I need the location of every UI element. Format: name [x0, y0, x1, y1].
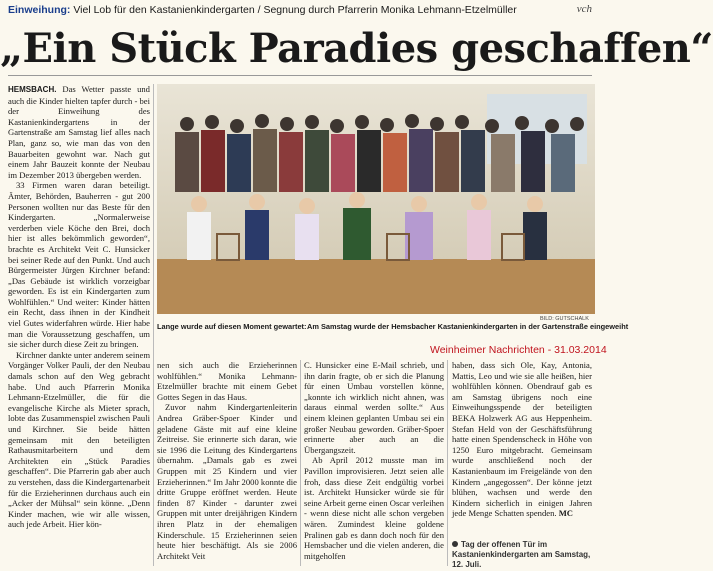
col2-paragraph-2: Zuvor nahm Kindergartenleiterin Andrea Gräber-Spoer Kinder und geladene Gäste mit auf eine kleine Zeitreise. Sie erinnerte sich daran, wie sie 1996 die Leitung des Kindergartens übernahm. „Damals gab es zwei Gruppen mit 25 Kindern und vier Erzieherinnen.“ Im Jahr 2000 konnte die dritte Gruppe eröffnet werden. Heute finden 87 Kinder - darunter zwei Gruppen mit unter dreijährigen Kindern ihren Platz in der ehemaligen Kinderschule. 15 Erzieherinnen seien heute hier beschäftigt. Als sie 2006 Architekt Veit	[157, 402, 297, 561]
col1-paragraph-1: Das Wetter passte und auch die Kinder hielten tapfer durch - bei der Einweihung des Kastanienkindergartens in der Gartenstraße am Samstag lief alles nach Plan, ganz so, wie man das von den Bauarbeiten gewohnt war. Nach gut einem Jahr Bauzeit konnte der Neubau im Dezember 2013 übergeben werden.	[8, 84, 150, 180]
caption-right: Am Samstag wurde der Hemsbacher Kastanienkindergarten in der Gartenstraße eingeweiht	[307, 322, 629, 331]
article-photo	[157, 84, 595, 314]
kicker-line	[8, 4, 517, 16]
handwritten-note: vch	[576, 3, 592, 15]
col3-paragraph-1: C. Hunsicker eine E-Mail schrieb, und ihn darin fragte, ob er sich die Planung für einen Umbau vorstellen könne, „konnte ich wirklich nicht ahnen, was daraus einmal werden sollte.“ Aus einem kleinen geplanten Umbau sei ein großer Neubau geworden. Gräber-Spoer erinnerte aber auch an die Übergangszeit.	[304, 360, 444, 455]
column-divider	[153, 84, 154, 566]
article-column-4	[452, 360, 592, 536]
article-column-1	[8, 84, 150, 566]
kicker-category: Einweihung:	[8, 4, 71, 16]
col1-paragraph-3: Kirchner dankte unter anderem seinem Vorgänger Volker Pauli, der den Neubau damals schon auf den Weg gebracht habe. Und auch Pfarrerin Monika Lehmann-Etzelmüller, die für die evangelische Kirche als Mieter sprach, lobte das Zusammenspiel zwischen Pauli und Kirchner. Sie beide hätten gemeinsam mit den beteiligten Rathausmitarbeitern und dem Architekten ein „Stück Paradies geschaffen“. Die Pfarrerin gab aber auch zu verstehen, dass die Kindergartenarbeit für die Erzieherinnen durchaus auch ein „Acker der Mühsal“ sein könne. „Denn Kinder machen, wie wir alle wissen, auch jede Arbeit. Hier kön-	[8, 349, 150, 530]
headline: „Ein Stück Paradies geschaffen“	[0, 25, 713, 72]
dateline: HEMSBACH.	[8, 85, 57, 94]
col4-paragraph-1: haben, dass sich Ole, Kay, Antonia, Mattis, Leo und wie sie alle heißen, hier wohlfühlen können. Obendrauf gab es am Samstag übrigens noch eine Einweihungsspende der beteiligten BEKA Holzwerk AG aus Heppenheim. Stefan Held von der Geschäftsführung hatte einen Spendenscheck in Höhe von 1250 Euro mitgebracht. Gemeinsam wurde anschließend noch der Kastanienbaum im Freigelände von den Kindern „angegossen“. Der könne jetzt blühen, wachsen und werde den Kindern sicherlich in einigen Jahren jede Menge Schatten spenden.	[452, 360, 592, 519]
column-divider	[300, 360, 301, 566]
col3-paragraph-2: Ab April 2012 musste man im Pavillon improvisieren. Jetzt seien alle froh, dass diese Zeit endgültig vorbei ist. Architekt Hunsicker würde sie für seine Arbeit gerne einen Oscar verleihen - wenn diese nicht alle schon vergeben wären. Zumindest kleine goldene Pralinen gab es dann doch noch für den Hemsbacher und die vielen anderen, die mitgeholfen	[304, 455, 444, 561]
author-signature: MC	[558, 508, 574, 519]
column-divider	[447, 360, 448, 566]
bullet-icon	[452, 541, 458, 547]
col1-paragraph-2: 33 Firmen waren daran beteiligt. Ämter, Behörden, Bauherren - gut 200 Personen wollten nur das Beste für den Kindergarten. „Normalerweise verderben viele Köche den Brei, doch hier ist alles bekömmlich geworden“, brachte es Architekt Veit C. Hunsicker bei seiner Rede auf den Punkt. Und auch Bürgermeister Jürgen Kirchner befand: „Das Gebäude ist wirklich vorzeigbar geworden. Es ist ein Kindergarten zum Wohlfühlen.“ Und weiter: Kinder hätten ein Recht, dass ihnen in der Kindheit viel Gutes widerfahren würde. Hier habe man die Voraussetzung geschaffen, um sie sicher durch diese Zeit zu bringen.	[8, 180, 150, 350]
col2-paragraph-1: nen sich auch die Erzieherinnen wohlfühlen.“ Monika Lehmann-Etzelmüller brachte mit einem Gebet Gottes Segen in das Haus.	[157, 360, 297, 402]
kicker-text: Viel Lob für den Kastanienkindergarten / Segnung durch Pfarrerin Monika Lehmann-Etzelmüller	[73, 4, 517, 16]
photo-illustration	[157, 84, 595, 314]
headline-rule	[8, 75, 592, 76]
article-column-3	[304, 360, 444, 566]
article-column-2	[157, 360, 297, 566]
teaser-box	[452, 540, 592, 570]
photo-caption	[157, 322, 629, 331]
source-note: Weinheimer Nachrichten - 31.03.2014	[430, 344, 607, 356]
photo-credit: BILD: GUTSCHALK	[540, 316, 589, 322]
caption-left: Lange wurde auf diesen Moment gewartet:	[157, 322, 307, 331]
teaser-text: Tag der offenen Tür im Kastanienkindergarten am Samstag, 12. Juli.	[452, 540, 591, 569]
